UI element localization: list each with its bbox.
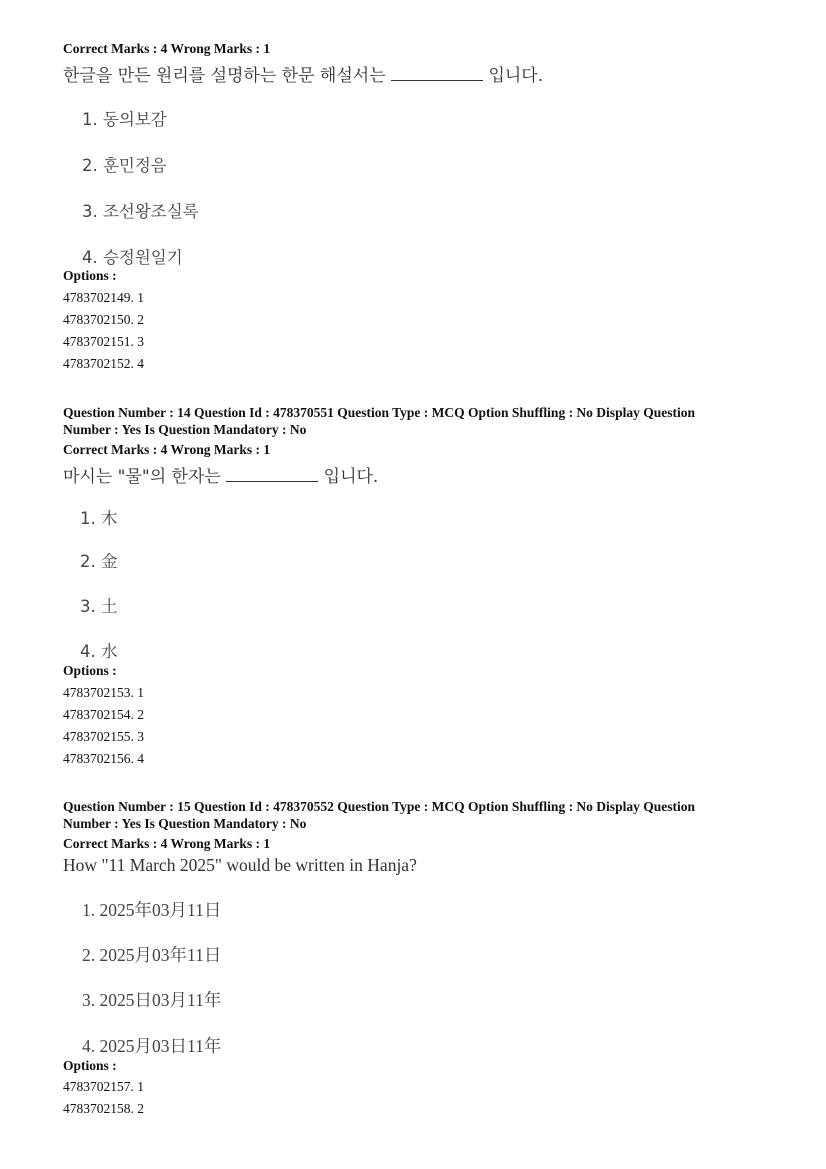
- answer-blank: [391, 80, 483, 81]
- question-header-line-1: Question Number : 15 Question Id : 478370552 Question Type : MCQ Option Shuffling : No Display Question: [63, 799, 695, 814]
- question-text-before: 마시는 "물"의 한자는: [63, 467, 221, 487]
- marks-line: Correct Marks : 4 Wrong Marks : 1: [63, 836, 271, 851]
- marks-line: Correct Marks : 4 Wrong Marks : 1: [63, 41, 271, 56]
- option-id-row: 4783702154. 2: [63, 707, 144, 722]
- choice-1: 1. 2025年03月11日: [82, 900, 222, 920]
- question-header-line-2: Number : Yes Is Question Mandatory : No: [63, 816, 307, 831]
- option-id-row: 4783702151. 3: [63, 334, 144, 349]
- choice-3: 3. 조선왕조실록: [82, 202, 199, 221]
- options-label: Options :: [63, 1058, 117, 1073]
- choice-4: 4. 水: [80, 642, 118, 661]
- options-label: Options :: [63, 663, 117, 678]
- choice-1: 1. 木: [80, 509, 118, 528]
- option-id-row: 4783702153. 1: [63, 685, 144, 700]
- question-text-before: 한글을 만든 원리를 설명하는 한문 해설서는: [63, 66, 386, 86]
- option-id-row: 4783702155. 3: [63, 729, 144, 744]
- question-text: [63, 61, 543, 86]
- question-header-line-2: Number : Yes Is Question Mandatory : No: [63, 422, 307, 437]
- choice-4: 4. 승정원일기: [82, 248, 183, 267]
- question-text-after: 입니다.: [323, 467, 379, 487]
- question-text: [63, 462, 378, 487]
- choice-4: 4. 2025月03日11年: [82, 1036, 222, 1056]
- question-text-after: 입니다.: [488, 66, 544, 86]
- option-id-row: 4783702156. 4: [63, 751, 144, 766]
- question-header-line-1: Question Number : 14 Question Id : 478370551 Question Type : MCQ Option Shuffling : No Display Question: [63, 405, 695, 420]
- answer-blank: [226, 481, 318, 482]
- choice-1: 1. 동의보감: [82, 110, 167, 129]
- option-id-row: 4783702152. 4: [63, 356, 144, 371]
- marks-line: Correct Marks : 4 Wrong Marks : 1: [63, 442, 271, 457]
- option-id-row: 4783702157. 1: [63, 1079, 144, 1094]
- choice-3: 3. 2025日03月11年: [82, 990, 222, 1010]
- options-label: Options :: [63, 268, 117, 283]
- option-id-row: 4783702158. 2: [63, 1101, 144, 1116]
- choice-3: 3. 土: [80, 597, 118, 616]
- option-id-row: 4783702149. 1: [63, 290, 144, 305]
- question-text: How "11 March 2025" would be written in Hanja?: [63, 855, 417, 875]
- choice-2: 2. 金: [80, 552, 118, 571]
- option-id-row: 4783702150. 2: [63, 312, 144, 327]
- choice-2: 2. 훈민정음: [82, 156, 167, 175]
- choice-2: 2. 2025月03年11日: [82, 945, 222, 965]
